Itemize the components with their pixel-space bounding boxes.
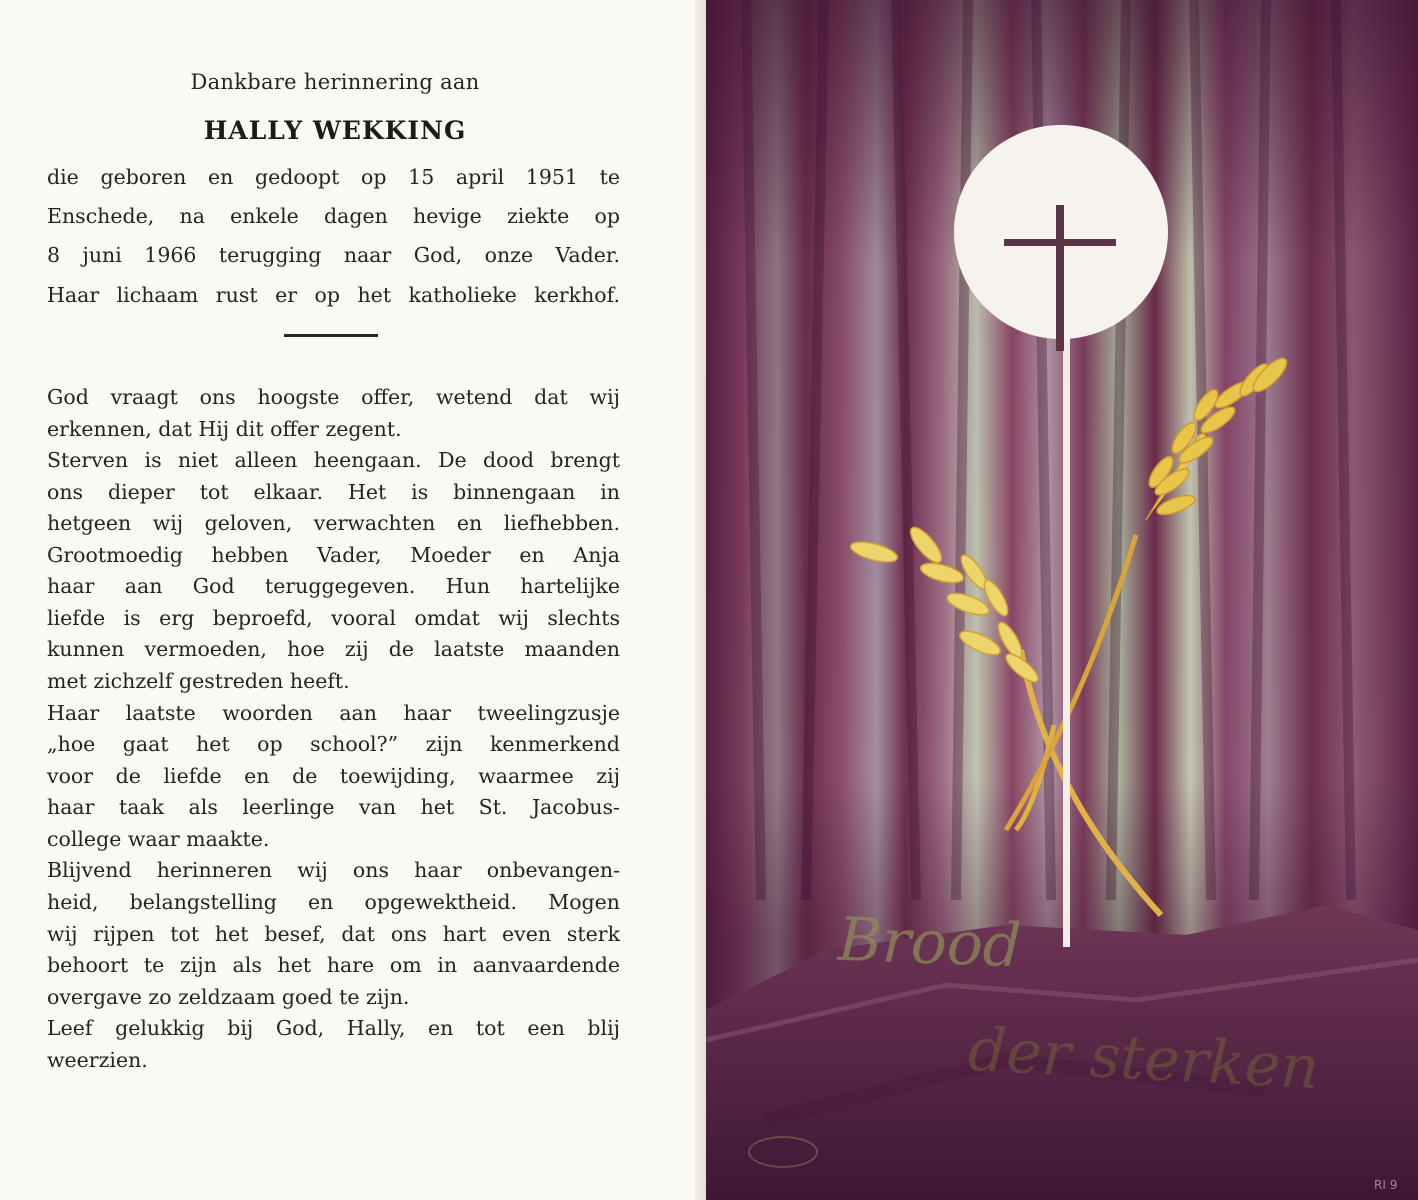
bio-line: Haar lichaam rust er op het katholieke kerkhof. xyxy=(47,283,620,307)
body-line: God vraagt ons hoogste offer, wetend dat wij xyxy=(47,385,620,409)
body-line: Leef gelukkig bij God, Hally, en tot een blij xyxy=(47,1016,620,1040)
body-line: Haar laatste woorden aan haar tweelingzusje xyxy=(47,701,620,725)
body-line: Grootmoedig hebben Vader, Moeder en Anja xyxy=(47,543,620,567)
body-line: ons dieper tot elkaar. Het is binnengaan in xyxy=(47,480,620,504)
body-line: kunnen vermoeden, hoe zij de laatste maanden xyxy=(47,637,620,661)
body-line: behoort te zijn als het hare om in aanvaardende xyxy=(47,953,620,977)
divider-rule xyxy=(284,334,378,337)
bio-line: Enschede, na enkele dagen hevige ziekte op xyxy=(47,204,620,228)
body-line: Sterven is niet alleen heengaan. De dood brengt xyxy=(47,448,620,472)
body-line: college waar maakte. xyxy=(47,827,270,851)
body-line: met zichzelf gestreden heeft. xyxy=(47,669,350,693)
devotional-illustration xyxy=(706,0,1418,1200)
body-line: Blijvend herinneren wij ons haar onbevangen- xyxy=(47,858,620,882)
bio-line: die geboren en gedoopt op 15 april 1951 te xyxy=(47,165,620,189)
publisher-stamp xyxy=(748,1136,818,1168)
body-line: heid, belangstelling en opgewektheid. Mogen xyxy=(47,890,620,914)
art-caption-line1: Brood xyxy=(836,904,1023,982)
body-line: voor de liefde en de toewijding, waarmee zij xyxy=(47,764,620,788)
body-line: hetgeen wij geloven, verwachten en liefhebben. xyxy=(47,511,620,535)
intro-line: Dankbare herinnering aan xyxy=(190,70,480,94)
body-line: erkennen, dat Hij dit offer zegent. xyxy=(47,417,402,441)
body-line: haar aan God teruggegeven. Hun hartelijke xyxy=(47,574,620,598)
deceased-name: HALLY WEKKING xyxy=(203,116,467,145)
body-line: haar taak als leerlinge van het St. Jacobus- xyxy=(47,795,620,819)
body-line: „hoe gaat het op school?” zijn kenmerkend xyxy=(47,732,620,756)
art-caption-line2: der sterken xyxy=(966,1014,1321,1104)
body-line: wij rijpen tot het besef, dat ons hart even sterk xyxy=(47,922,620,946)
body-line: weerzien. xyxy=(47,1048,148,1072)
bio-line: 8 juni 1966 terugging naar God, onze Vader. xyxy=(47,243,620,267)
body-line: liefde is erg beproefd, vooral omdat wij slechts xyxy=(47,606,620,630)
print-code: RI 9 xyxy=(1374,1178,1398,1192)
text-page xyxy=(0,0,700,1200)
body-line: overgave zo zeldzaam goed te zijn. xyxy=(47,985,410,1009)
